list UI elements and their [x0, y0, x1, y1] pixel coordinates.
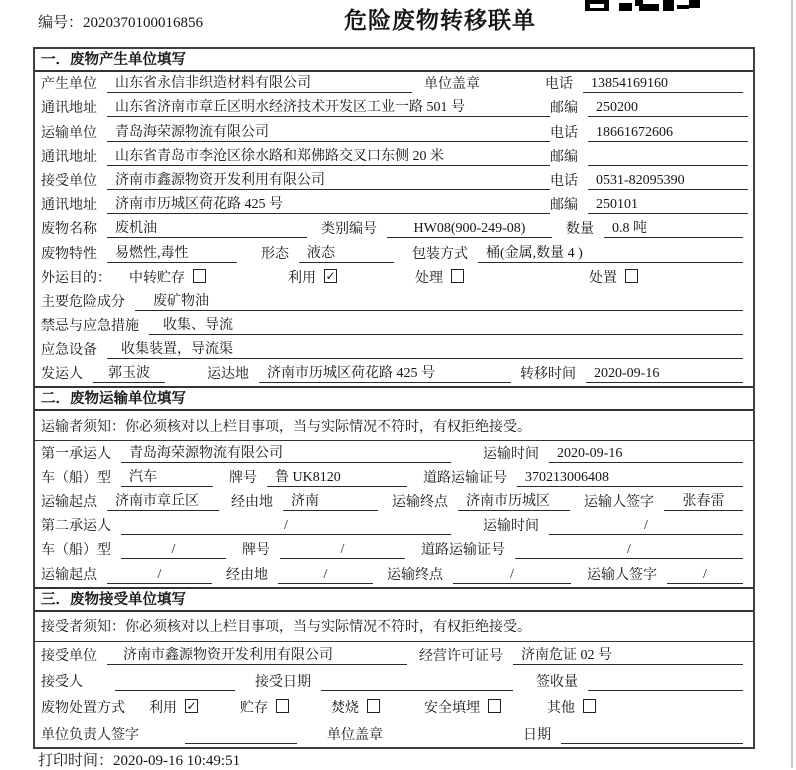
- transporter-address-label: 通讯地址: [41, 149, 97, 165]
- disposal-option-use: [149, 697, 198, 717]
- waste-qty-label: 数量: [566, 222, 594, 238]
- receiver-address-row: [35, 193, 753, 217]
- carrier1-row: [35, 441, 753, 465]
- responsible-sign-value: [185, 727, 297, 744]
- hazard-row: [35, 290, 753, 314]
- purpose-option-use: [288, 267, 337, 287]
- vehicle1-plate-label: 牌号: [229, 470, 257, 486]
- route2-start-value: /: [107, 567, 212, 584]
- hazard-value: 废矿物油: [135, 290, 743, 311]
- transporter-zip-label: 邮编: [550, 149, 578, 165]
- transporter-zip-value: [588, 149, 748, 166]
- sign-date-value: [561, 727, 743, 744]
- vehicle1-row: [35, 466, 753, 490]
- carrier2-row: [35, 514, 753, 538]
- route2-end-value: /: [453, 567, 571, 584]
- disposal-other-label: 其他: [547, 701, 575, 717]
- waste-name-value: 废机油: [107, 217, 307, 238]
- purpose-handle-checkbox: [451, 269, 464, 283]
- waste-traits-label: 废物特性: [41, 246, 97, 262]
- receiver-phone-label: 电话: [550, 173, 578, 189]
- purpose-use-label: 利用: [288, 270, 316, 286]
- route2-sign-label: 运输人签字: [587, 567, 657, 583]
- accept-date-label: 接受日期: [255, 675, 311, 691]
- producer-phone-label: 电话: [545, 77, 573, 93]
- purpose-transfer-label: 中转贮存: [129, 270, 185, 286]
- waste-traits-row: [35, 241, 753, 265]
- shipper-label: 发运人: [41, 367, 83, 383]
- disposal-option-store: [240, 697, 289, 717]
- vehicle2-type-label: 车（船）型: [41, 543, 111, 559]
- disposal-option-landfill: [424, 697, 501, 717]
- carrier2-value: /: [121, 518, 451, 535]
- transporter-row: [35, 120, 753, 144]
- vehicle2-plate-label: 牌号: [242, 543, 270, 559]
- receiver-notice: 接受者须知：你必须核对以上栏目事项，当与实际情况不符时，有权拒绝接受。: [35, 612, 753, 642]
- hazard-label: 主要危险成分: [41, 294, 125, 310]
- purpose-use-checkbox: ✓: [325, 268, 336, 283]
- waste-form-value: 液态: [299, 242, 394, 263]
- transporter-address-row: [35, 145, 753, 169]
- receiver-value: 济南市鑫源物资开发利用有限公司: [107, 169, 550, 190]
- section2-header: 二．废物运输单位填写: [35, 386, 753, 411]
- receiver-address-label: 通讯地址: [41, 198, 97, 214]
- unit-seal-label: 单位盖章: [424, 77, 480, 93]
- route2-row: [35, 562, 753, 586]
- disposal-landfill-label: 安全填埋: [424, 701, 480, 717]
- purpose-option-handle: [415, 267, 464, 287]
- print-time-value: 2020-09-16 10:49:51: [113, 753, 241, 769]
- accept-person-label: 接受人: [41, 675, 83, 691]
- section3-header: 三．废物接受单位填写: [35, 587, 753, 612]
- waste-name-row: [35, 217, 753, 241]
- packing-value: 桶(金属,数量 4 ): [478, 242, 743, 263]
- route1-end-label: 运输终点: [392, 495, 448, 510]
- route2-start-label: 运输起点: [41, 567, 97, 583]
- producer-phone-value: 13854169160: [583, 76, 743, 93]
- print-time: [38, 749, 240, 770]
- purpose-dispose-checkbox: [625, 269, 638, 283]
- vehicle1-plate-value: 鲁 UK8120: [267, 466, 407, 487]
- purpose-option-transfer: [129, 267, 206, 287]
- route1-via-value: 济南: [283, 490, 378, 511]
- waste-traits-value: 易燃性,毒性: [107, 242, 237, 263]
- waste-name-label: 废物名称: [41, 222, 97, 238]
- print-time-label: 打印时间：: [38, 753, 114, 769]
- equipment-label: 应急设备: [41, 343, 97, 359]
- route1-sign-value: 张春雷: [664, 490, 743, 511]
- equipment-row: [35, 338, 753, 362]
- route2-end-label: 运输终点: [387, 567, 443, 583]
- transfer-time-value: 2020-09-16: [586, 366, 743, 383]
- disposal-option-incinerate: [331, 697, 380, 717]
- carrier1-label: 第一承运人: [41, 446, 111, 462]
- destination-value: 济南市历城区荷花路 425 号: [259, 362, 511, 383]
- producer-address-label: 通讯地址: [41, 101, 97, 117]
- disposal-store-checkbox: [276, 699, 289, 713]
- disposal-incinerate-label: 焚烧: [331, 701, 359, 717]
- purpose-option-dispose: [589, 267, 638, 287]
- producer-value: 山东省永信非织造材料有限公司: [107, 72, 412, 93]
- purpose-handle-label: 处理: [415, 270, 443, 286]
- transporter-label: 运输单位: [41, 125, 97, 141]
- responsible-sign-row: [35, 720, 753, 746]
- sign-date-label: 日期: [523, 727, 551, 743]
- receiver-phone-value: 0531-82095390: [588, 173, 748, 190]
- route1-row: [35, 490, 753, 514]
- receiver-zip-label: 邮编: [550, 198, 578, 214]
- packing-label: 包装方式: [412, 246, 468, 262]
- vehicle1-type-label: 车（船）型: [41, 470, 111, 486]
- accept-date-value: [321, 674, 513, 691]
- destination-label: 运达地: [207, 367, 249, 383]
- carrier1-value: 青岛海荣源物流有限公司: [121, 442, 451, 463]
- receiver-row: [35, 169, 753, 193]
- waste-category-label: 类别编号: [321, 222, 377, 238]
- taboo-value: 收集、导流: [149, 314, 743, 335]
- receipt-qty-value: [588, 674, 743, 691]
- route1-start-label: 运输起点: [41, 495, 97, 510]
- accept-unit-value: 济南市鑫源物资开发利用有限公司: [107, 644, 407, 665]
- producer-address-row: [35, 96, 753, 120]
- producer-zip-value: 250200: [588, 100, 748, 117]
- accept-person-row: [35, 668, 753, 694]
- section1-header: 一．废物产生单位填写: [35, 49, 753, 72]
- vehicle2-plate-value: /: [280, 542, 405, 559]
- page-edge-divider: [791, 0, 793, 768]
- transporter-phone-label: 电话: [550, 125, 578, 141]
- taboo-row: [35, 314, 753, 338]
- accept-unit-row: [35, 642, 753, 668]
- route1-via-label: 经由地: [231, 495, 273, 510]
- receipt-qty-label: 签收量: [536, 675, 578, 691]
- disposal-other-checkbox: [583, 699, 596, 713]
- unit-seal-label-2: 单位盖章: [327, 727, 383, 743]
- serial-label: 编号：: [38, 15, 84, 31]
- route1-sign-label: 运输人签字: [584, 495, 654, 510]
- receiver-zip-value: 250101: [588, 197, 748, 214]
- producer-row: [35, 72, 753, 96]
- license-label: 经营许可证号: [419, 648, 503, 664]
- equipment-value: 收集装置，导流渠: [107, 338, 743, 359]
- carrier2-time-value: /: [549, 518, 743, 535]
- waste-form-label: 形态: [261, 246, 289, 262]
- producer-zip-label: 邮编: [550, 101, 578, 117]
- purpose-row: [35, 266, 753, 290]
- disposal-label: 废物处置方式: [41, 701, 125, 717]
- disposal-row: [35, 694, 753, 720]
- producer-label: 产生单位: [41, 77, 97, 93]
- vehicle2-row: [35, 538, 753, 562]
- vehicle1-type-value: 汽车: [121, 466, 213, 487]
- manifest-form: [33, 47, 755, 749]
- transporter-address-value: 山东省青岛市李沧区徐水路和郑佛路交叉口东侧 20 米: [107, 145, 550, 166]
- purpose-label: 外运目的：: [41, 270, 111, 286]
- route2-sign-value: /: [667, 567, 743, 584]
- carrier2-label: 第二承运人: [41, 519, 111, 535]
- serial-value: 2020370100016856: [83, 15, 204, 31]
- route2-via-label: 经由地: [226, 567, 268, 583]
- vehicle2-type-value: /: [121, 542, 226, 559]
- accept-unit-label: 接受单位: [41, 648, 97, 664]
- disposal-store-label: 贮存: [240, 701, 268, 717]
- purpose-dispose-label: 处置: [589, 270, 617, 286]
- vehicle1-permit-value: 370213006408: [517, 470, 743, 487]
- producer-address-value: 山东省济南市章丘区明水经济技术开发区工业一路 501 号: [107, 96, 550, 117]
- responsible-sign-label: 单位负责人签字: [41, 727, 139, 743]
- shipper-value: 郭玉波: [93, 362, 165, 383]
- route2-via-value: /: [278, 567, 373, 584]
- transporter-phone-value: 18661672606: [588, 125, 748, 142]
- qr-code-partial-icon: [583, 0, 701, 11]
- vehicle2-permit-label: 道路运输证号: [421, 543, 505, 559]
- transfer-time-label: 转移时间: [520, 367, 576, 383]
- waste-qty-value: 0.8 吨: [604, 217, 743, 238]
- transporter-value: 青岛海荣源物流有限公司: [107, 121, 550, 142]
- carrier1-time-label: 运输时间: [483, 446, 539, 462]
- accept-person-value: [115, 674, 235, 691]
- license-value: 济南危证 02 号: [513, 644, 743, 665]
- route1-end-value: 济南市历城区: [458, 490, 570, 511]
- transporter-notice: 运输者须知：你必须核对以上栏目事项，当与实际情况不符时，有权拒绝接受。: [35, 411, 753, 441]
- vehicle1-permit-label: 道路运输证号: [423, 470, 507, 486]
- disposal-option-other: [547, 697, 596, 717]
- receiver-label: 接受单位: [41, 173, 97, 189]
- disposal-incinerate-checkbox: [367, 699, 380, 713]
- disposal-use-checkbox: ✓: [186, 699, 197, 714]
- disposal-landfill-checkbox: [488, 699, 501, 713]
- purpose-transfer-checkbox: [193, 269, 206, 283]
- vehicle2-permit-value: /: [515, 542, 743, 559]
- receiver-address-value: 济南市历城区荷花路 425 号: [107, 193, 550, 214]
- taboo-label: 禁忌与应急措施: [41, 319, 139, 335]
- carrier2-time-label: 运输时间: [483, 519, 539, 535]
- waste-category-value: HW08(900-249-08): [387, 221, 552, 238]
- page-title: 危险废物转移联单: [344, 8, 536, 33]
- route1-start-value: 济南市章丘区: [107, 490, 219, 511]
- carrier1-time-value: 2020-09-16: [549, 446, 743, 463]
- disposal-use-label: 利用: [149, 701, 177, 717]
- shipper-row: [35, 362, 753, 386]
